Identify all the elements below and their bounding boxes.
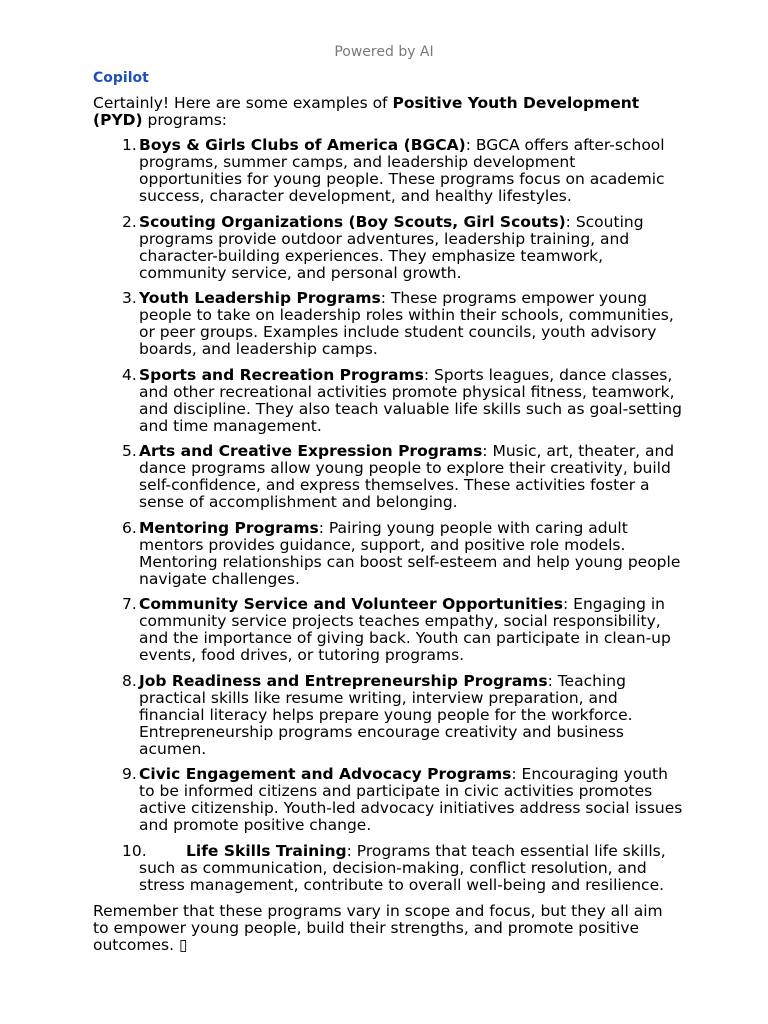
item-number: 4. bbox=[122, 365, 137, 384]
message-body bbox=[93, 95, 683, 954]
item-number: 10. bbox=[122, 841, 147, 860]
intro-bold: Positive Youth Development (PYD) bbox=[93, 94, 640, 129]
item-number: 5. bbox=[122, 442, 137, 460]
intro-suffix: programs: bbox=[142, 111, 228, 129]
item-text: : BGCA offers after-school programs, summer camps, and leadership development opportunities for young people. These programs focus on academic success, character development, and healthy lifestyles. bbox=[139, 136, 665, 205]
item-title: Job Readiness and Entrepreneurship Programs bbox=[139, 671, 548, 690]
item-text: : Encouraging youth to be informed citizens and participate in civic activities promotes active citizenship. Youth-led advocacy initiatives address social issues and promote positive change. bbox=[139, 765, 683, 834]
program-list bbox=[93, 137, 683, 894]
list-item bbox=[93, 520, 683, 588]
author-name: Copilot bbox=[93, 70, 149, 86]
item-title: Sports and Recreation Programs bbox=[139, 365, 424, 384]
list-item bbox=[93, 290, 683, 358]
item-text: : Scouting programs provide outdoor adventures, leadership training, and character-building experiences. They emphasize teamwork, community service, and personal growth. bbox=[139, 212, 644, 282]
list-item bbox=[93, 766, 683, 834]
item-title: Youth Leadership Programs bbox=[139, 289, 381, 307]
item-number: 1. bbox=[122, 136, 137, 154]
intro-prefix: Certainly! Here are some examples of bbox=[93, 94, 393, 112]
item-number: 7. bbox=[122, 595, 137, 613]
outro-paragraph: Remember that these programs vary in scope and focus, but they all aim to empower young people, build their strengths, and promote positive outcomes. ▯ bbox=[93, 901, 663, 954]
item-number: 8. bbox=[122, 671, 137, 690]
item-title: Civic Engagement and Advocacy Programs bbox=[139, 765, 512, 783]
item-number: 3. bbox=[122, 289, 137, 307]
list-item bbox=[93, 673, 683, 758]
item-text: : Engaging in community service projects teaches empathy, social responsibility, and the importance of giving back. Youth can participate in clean-up events, food drives, or tutoring programs. bbox=[139, 595, 671, 664]
item-number: 9. bbox=[122, 765, 137, 783]
list-item bbox=[93, 443, 683, 511]
item-text: : Teaching practical skills like resume writing, interview preparation, and financial literacy helps prepare young people for the workforce. Entrepreneurship programs encourage creativity and business acumen. bbox=[139, 671, 633, 758]
item-title: Life Skills Training bbox=[186, 841, 347, 860]
list-item bbox=[93, 843, 683, 894]
item-title: Boys & Girls Clubs of America (BGCA) bbox=[139, 136, 466, 154]
item-title: Mentoring Programs bbox=[139, 518, 319, 537]
list-item bbox=[93, 367, 683, 435]
list-item bbox=[93, 596, 683, 664]
item-text: : Programs that teach essential life skills, such as communication, decision-making, conflict resolution, and stress management, contribute to overall well-being and resilience. bbox=[139, 841, 666, 894]
list-item bbox=[93, 137, 683, 205]
item-title: Scouting Organizations (Boy Scouts, Girl Scouts) bbox=[139, 212, 566, 231]
item-text: : These programs empower young people to take on leadership roles within their schools, communities, or peer groups. Examples include student councils, youth advisory boards, and leadership camps. bbox=[139, 289, 674, 358]
item-number: 2. bbox=[122, 212, 137, 231]
item-text: : Pairing young people with caring adult mentors provides guidance, support, and positive role models. Mentoring relationships can boost self-esteem and help young people navigate challenges. bbox=[139, 518, 681, 588]
item-text: : Music, art, theater, and dance programs allow young people to explore their creativity, build self-confidence, and express themselves. These activities foster a sense of accomplishment and belonging. bbox=[139, 442, 675, 511]
item-title: Community Service and Volunteer Opportunities bbox=[139, 595, 564, 613]
item-title: Arts and Creative Expression Programs bbox=[139, 442, 483, 460]
list-item bbox=[93, 214, 683, 282]
powered-by-label: Powered by AI bbox=[334, 44, 434, 60]
intro-paragraph bbox=[93, 95, 683, 129]
item-number: 6. bbox=[122, 518, 137, 537]
item-text: : Sports leagues, dance classes, and other recreational activities promote physical fitness, teamwork, and discipline. They also teach valuable life skills such as goal-setting and time management. bbox=[139, 365, 682, 435]
